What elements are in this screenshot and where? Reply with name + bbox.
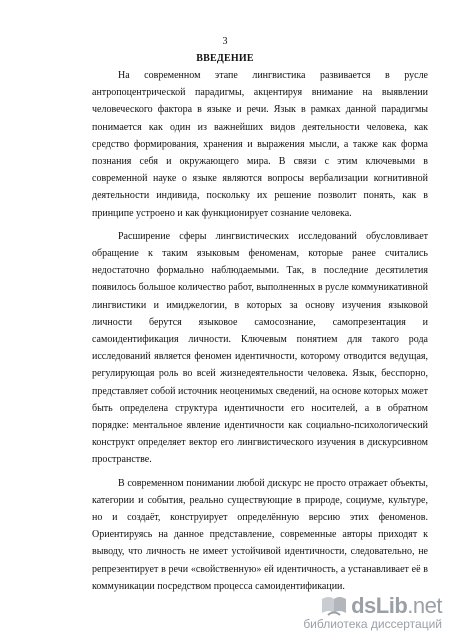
watermark-logo [303, 593, 442, 619]
dslib-watermark [303, 593, 442, 631]
paragraph-3: В современном понимании любой дискурс не просто отражает объекты, категории и события, реально существующие в природе, социуме, культуре, но и создаёт, конструирует определённую версию этих феноменов. Ориентируясь на данное представление, современные авторы приходят к выводу, что личность не имеет устойчивой идентичности, следовательно, не репрезентирует в речи «свойственную» ей идентичность, а устанавливает её в коммуникации посредством процесса самоидентификации. [92, 477, 428, 592]
book-icon [319, 593, 349, 619]
document-body [92, 67, 428, 595]
watermark-logo-net: .net [407, 593, 442, 618]
watermark-logo-ds: ds [351, 593, 376, 618]
paragraph-2: Расширение сферы лингвистических исследований обусловливает обращение к таким языковым феноменам, которые ранее считались недостаточно формально наблюдаемыми. Так, в последние десятилетия появилось большое количество работ, выполненных в русле коммуникативной лингвистики и имиджелогии, в которых за основу изучения языковой личности берутся языковое самосознание, самопрезентация и самоидентификация личности. Ключевым понятием для такого рода исследований является феномен идентичности, которому отводится ведущая, регулирующая роль во всей жизнедеятельности человека. Язык, бесспорно, представляет собой источник неоценимых сведений, на основе которых может быть определена структура идентичности его носителей, а в обратном порядке: ментальное явление идентичности как социально-психологический конструкт определяет вектор его лингвистического изучения в дискурсивном пространстве. [92, 230, 428, 466]
page-title: ВВЕДЕНИЕ [196, 53, 254, 64]
watermark-subtitle: библиотека диссертаций [303, 617, 442, 631]
paragraph-1: На современном этапе лингвистика развивается в русле антропоцентрической парадигмы, акцентируя внимание на выявлении человеческого фактора в языке и речи. Язык в рамках данной парадигмы понимается как один из важнейших видов деятельности человека, как средство формирования, хранения и выражения мысли, а также как форма познания себя и окружающего мира. В связи с этим ключевыми в современной науке о языке являются вопросы вербализации когнитивной деятельности индивида, поскольку их решение позволит понять, как в принципе устроено и как функционирует сознание человека. [92, 70, 428, 219]
page-number: 3 [222, 36, 228, 47]
watermark-logo-lib: Lib [375, 593, 408, 618]
